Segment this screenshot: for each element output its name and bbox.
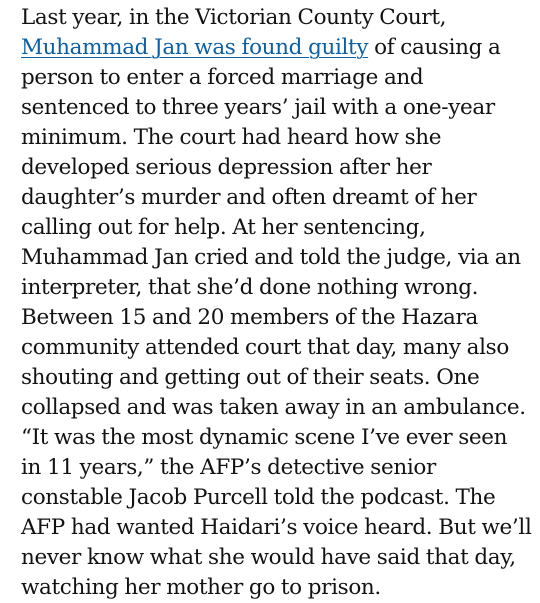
article-paragraph — [21, 3, 533, 603]
paragraph-text-after-link: of causing a person to enter a forced marriage and sentenced to three years’ jail with a one-year minimum. The court had heard how she developed serious depression after her daughter’s murder and often dreamt of her calling out for help. At her sentencing, Muhammad Jan cried and told the judge, via an interpreter, that she’d done nothing wrong. Between 15 and 20 members of the Hazara community attended court that day, many also shouting and getting out of their seats. One collapsed and was taken away in an ambulance. “It was the most dynamic scene I’ve ever seen in 11 years,” the AFP’s detective senior constable Jacob Purcell told the podcast. The AFP had wanted Haidari’s voice heard. But we’ll never know what she would have said that day, watching her mother go to prison. — [21, 35, 532, 600]
paragraph-text-before-link: Last year, in the Victorian County Court, — [21, 5, 447, 30]
guilty-verdict-link[interactable]: Muhammad Jan was found guilty — [21, 35, 369, 60]
